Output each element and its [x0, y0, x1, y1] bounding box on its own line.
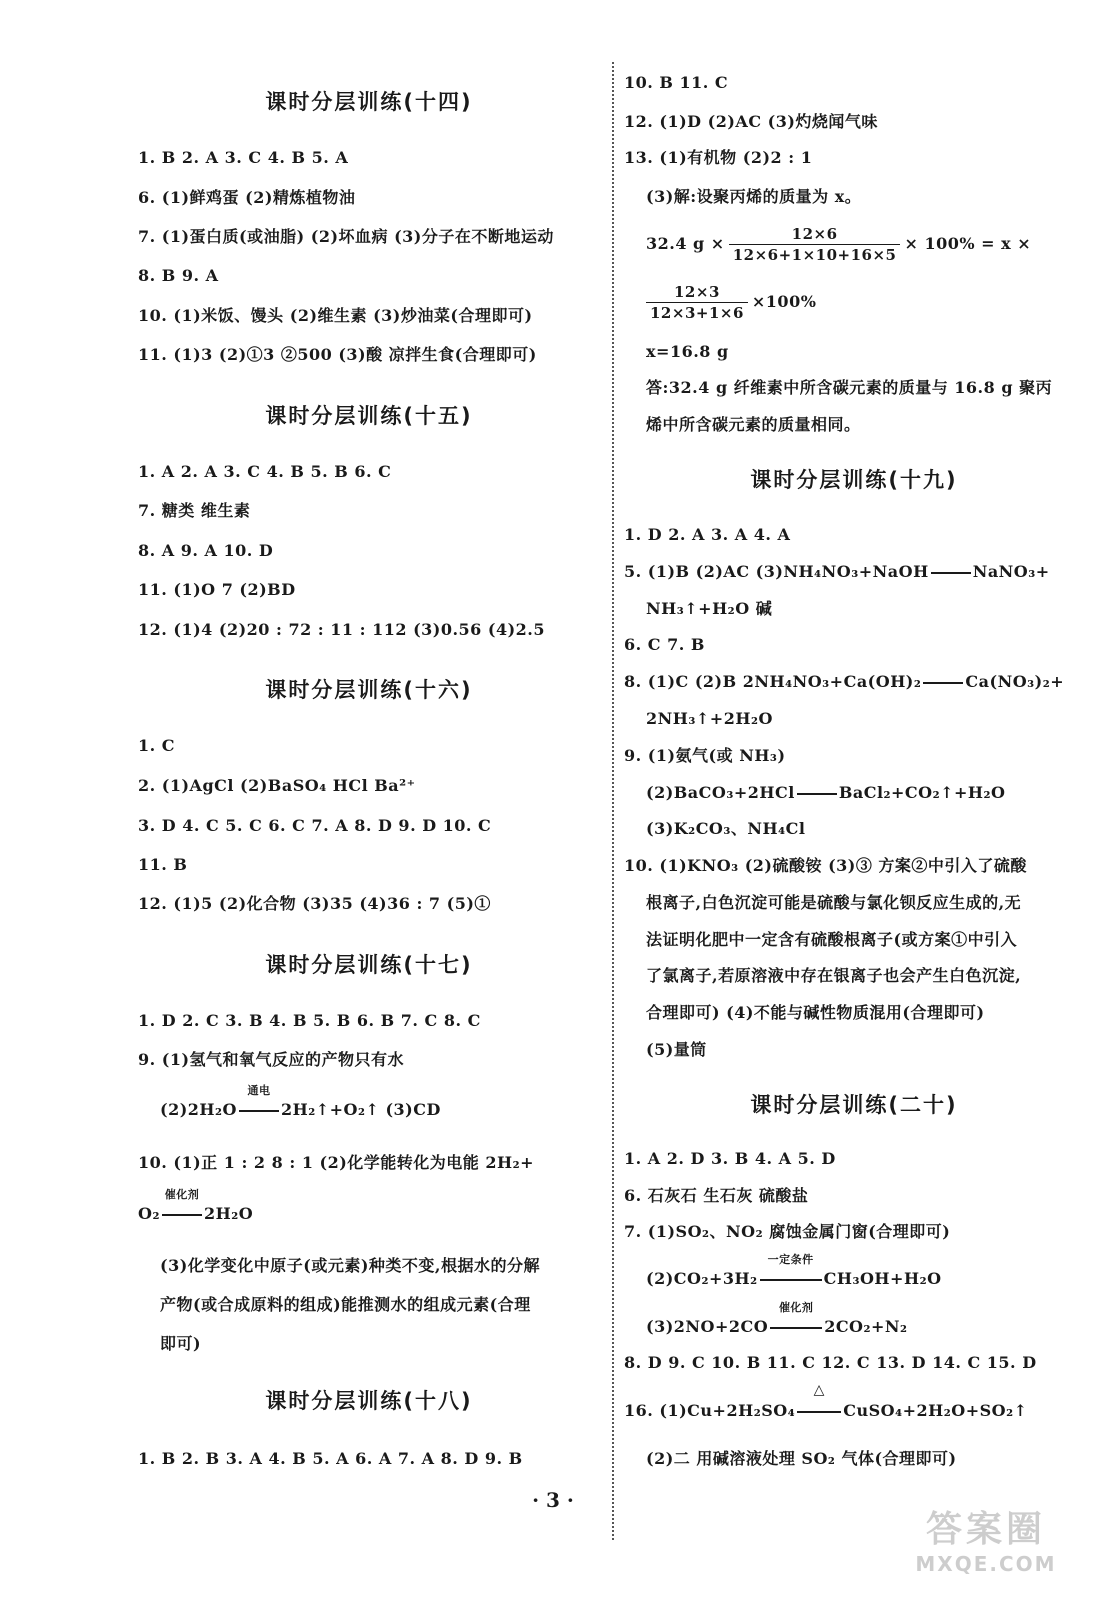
section-title-19: 课时分层训练(十九): [750, 468, 958, 492]
answer-line: 9. (1)氢气和氧气反应的产物只有水: [138, 1050, 405, 1069]
reaction-condition: 通电: [247, 1084, 271, 1097]
reaction-arrow: [239, 1084, 279, 1121]
equation-right: 2H₂O: [203, 1204, 254, 1223]
equation-line: [646, 1253, 942, 1290]
equation-left: O₂: [138, 1204, 160, 1223]
answer-line: 1. D 2. C 3. B 4. B 5. B 6. B 7. C 8. C: [138, 1011, 481, 1030]
answer-line: 7. (1)蛋白质(或油脂) (2)坏血病 (3)分子在不断地运动: [138, 227, 554, 246]
answer-line: 1. B 2. A 3. C 4. B 5. A: [138, 148, 349, 167]
answer-line: 8. A 9. A 10. D: [138, 541, 274, 560]
answer-line: 7. (1)SO₂、NO₂ 腐蚀金属门窗(合理即可): [624, 1222, 951, 1241]
fraction: [646, 282, 748, 323]
answer-line: 烯中所含碳元素的质量相同。: [646, 415, 861, 434]
watermark-logo: [886, 1508, 1086, 1586]
answer-line: 1. A 2. D 3. B 4. A 5. D: [624, 1149, 836, 1168]
fraction-equation-2: [646, 280, 816, 324]
watermark-line-2: MXQE.COM: [915, 1552, 1057, 1576]
equation-left: (2)CO₂+3H₂: [646, 1269, 758, 1288]
reaction-arrow: [931, 561, 971, 583]
answer-line: 2. (1)AgCl (2)BaSO₄ HCl Ba²⁺: [138, 776, 416, 795]
answer-line: 10. B 11. C: [624, 73, 729, 92]
answer-line: 12. (1)D (2)AC (3)灼烧闻气味: [624, 112, 878, 131]
answer-line: (5)量筒: [646, 1040, 707, 1059]
page-number: · 3 ·: [532, 1488, 574, 1512]
equation-line: [624, 561, 1050, 583]
section-title-20: 课时分层训练(二十): [750, 1093, 958, 1117]
equation-line: [646, 1301, 908, 1338]
answer-line: 10. (1)米饭、馒头 (2)维生素 (3)炒油菜(合理即可): [138, 306, 533, 325]
section-title-17: 课时分层训练(十七): [265, 953, 473, 977]
section-title-15: 课时分层训练(十五): [265, 404, 473, 428]
equation-right: BaCl₂+CO₂↑+H₂O: [838, 783, 1006, 802]
answer-line: (2)二 用碱溶液处理 SO₂ 气体(合理即可): [646, 1449, 957, 1468]
answer-line: 11. (1)O 7 (2)BD: [138, 580, 296, 599]
equation-left: 16. (1)Cu+2H₂SO₄: [624, 1401, 796, 1420]
equation-left: (2)2H₂O: [160, 1100, 237, 1119]
equation-right: 2H₂↑+O₂↑ (3)CD: [280, 1100, 441, 1119]
equation-right: CuSO₄+2H₂O+SO₂↑: [843, 1401, 1028, 1420]
reaction-arrow: [923, 671, 963, 693]
section-title-16: 课时分层训练(十六): [265, 678, 473, 702]
answer-line: 合理即可) (4)不能与碱性物质混用(合理即可): [646, 1003, 985, 1022]
answer-line: 13. (1)有机物 (2)2 : 1: [624, 148, 813, 167]
column-divider: [612, 62, 614, 1540]
answer-line: 12. (1)5 (2)化合物 (3)35 (4)36 : 7 (5)①: [138, 894, 491, 913]
equation-line: [624, 1382, 1028, 1422]
equation-right: CH₃OH+H₂O: [823, 1269, 942, 1288]
answer-line: 11. B: [138, 855, 188, 874]
answer-line: 答:32.4 g 纤维素中所含碳元素的质量与 16.8 g 聚丙: [646, 378, 1053, 397]
answer-line: 6. 石灰石 生石灰 硫酸盐: [624, 1186, 809, 1205]
answer-line: (3)K₂CO₃、NH₄Cl: [646, 819, 806, 838]
reaction-condition: 催化剂: [778, 1301, 814, 1314]
fraction-denominator: 12×6+1×10+16×5: [732, 246, 897, 264]
answer-line: 产物(或合成原料的组成)能推测水的组成元素(合理: [160, 1295, 531, 1314]
equation-right: Ca(NO₃)₂+: [965, 672, 1065, 691]
reaction-arrow: [760, 1253, 822, 1290]
equation-line: [624, 671, 1064, 693]
equation-left: 32.4 g ×: [646, 234, 725, 253]
answer-line: 7. 糖类 维生素: [138, 501, 251, 520]
equation-right: × 100% = x ×: [904, 234, 1032, 253]
fraction-denominator: 12×3+1×6: [650, 304, 744, 322]
answer-line: 1. C: [138, 736, 176, 755]
fraction-numerator: 12×6: [729, 224, 901, 245]
answer-line: 8. B 9. A: [138, 266, 219, 285]
section-title-14: 课时分层训练(十四): [265, 90, 473, 114]
answer-line: 1. D 2. A 3. A 4. A: [624, 525, 791, 544]
fraction: [729, 224, 901, 265]
answer-line: 10. (1)KNO₃ (2)硫酸铵 (3)③ 方案②中引入了硫酸: [624, 856, 1027, 875]
answer-line: x=16.8 g: [646, 342, 729, 361]
reaction-condition: 催化剂: [164, 1188, 200, 1201]
reaction-condition: 一定条件: [767, 1253, 814, 1266]
answer-line: 6. (1)鲜鸡蛋 (2)精炼植物油: [138, 188, 356, 207]
equation-left: (3)2NO+2CO: [646, 1317, 769, 1336]
answer-line: 1. B 2. B 3. A 4. B 5. A 6. A 7. A 8. D 9. B: [138, 1449, 523, 1468]
answer-line: 即可): [160, 1334, 202, 1353]
watermark-line-1: 答案圈: [925, 1509, 1046, 1550]
heat-symbol: △: [813, 1382, 825, 1398]
answer-line: 11. (1)3 (2)①3 ②500 (3)酸 凉拌生食(合理即可): [138, 345, 537, 364]
answer-line: 根离子,白色沉淀可能是硫酸与氯化钡反应生成的,无: [646, 893, 1022, 912]
equation-right: ×100%: [751, 292, 817, 311]
reaction-arrow: [770, 1301, 822, 1338]
answer-line: (3)化学变化中原子(或元素)种类不变,根据水的分解: [160, 1256, 540, 1275]
equation-line: [160, 1084, 441, 1121]
equation-left: 5. (1)B (2)AC (3)NH₄NO₃+NaOH: [624, 562, 929, 581]
answer-line: 1. A 2. A 3. C 4. B 5. B 6. C: [138, 462, 392, 481]
fraction-numerator: 12×3: [646, 282, 748, 303]
answer-line: 2NH₃↑+2H₂O: [646, 709, 773, 728]
section-title-18: 课时分层训练(十八): [265, 1389, 473, 1413]
equation-right: 2CO₂+N₂: [824, 1317, 908, 1336]
reaction-arrow: [797, 1382, 841, 1422]
answer-line: 12. (1)4 (2)20 : 72 : 11 : 112 (3)0.56 (4)2.5: [138, 620, 545, 639]
fraction-equation-1: [646, 222, 1031, 266]
answer-line: 了氯离子,若原溶液中存在银离子也会产生白色沉淀,: [646, 966, 1022, 985]
answer-line: (3)解:设聚丙烯的质量为 x。: [646, 187, 862, 206]
answer-line: 8. D 9. C 10. B 11. C 12. C 13. D 14. C 15. D: [624, 1353, 1037, 1372]
equation-line: [138, 1188, 254, 1225]
reaction-arrow: [162, 1188, 202, 1225]
equation-left: (2)BaCO₃+2HCl: [646, 783, 795, 802]
answer-line: 法证明化肥中一定含有硫酸根离子(或方案①中引入: [646, 930, 1018, 949]
reaction-arrow: [797, 782, 837, 804]
answer-line: 10. (1)正 1 : 2 8 : 1 (2)化学能转化为电能 2H₂+: [138, 1153, 535, 1172]
answer-line: NH₃↑+H₂O 碱: [646, 599, 773, 618]
equation-line: [646, 782, 1005, 804]
answer-line: 9. (1)氨气(或 NH₃): [624, 746, 786, 765]
equation-right: NaNO₃+: [972, 562, 1050, 581]
answer-line: 6. C 7. B: [624, 635, 705, 654]
equation-left: 8. (1)C (2)B 2NH₄NO₃+Ca(OH)₂: [624, 672, 922, 691]
answer-line: 3. D 4. C 5. C 6. C 7. A 8. D 9. D 10. C: [138, 816, 492, 835]
